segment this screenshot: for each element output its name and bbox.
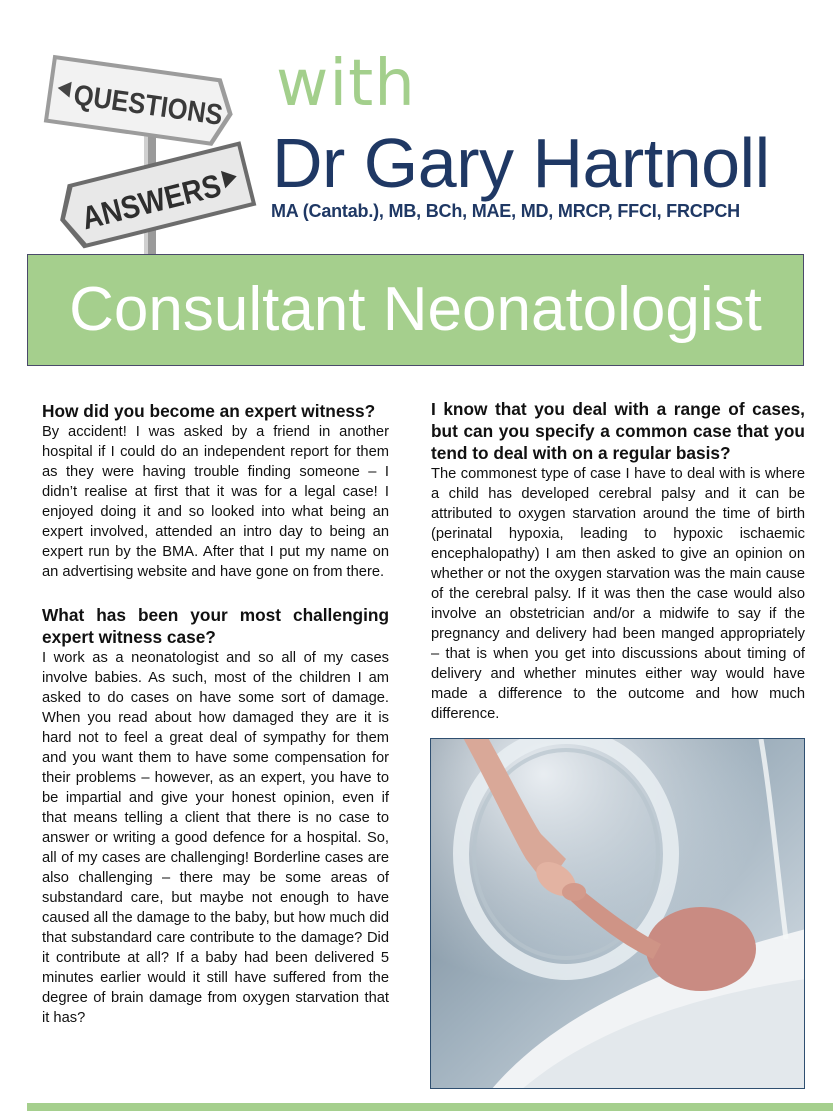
incubator-baby-photo [430,738,805,1089]
bottom-accent-bar [27,1103,833,1111]
question-2: What has been your most challenging expert witness case? [42,605,389,647]
banner-title: Consultant Neonatologist [69,274,762,344]
specialty-banner [27,254,804,366]
sign-answers-text: ANSWERS [78,161,246,237]
with-heading: with [276,47,416,121]
sign-questions-text: QUESTIONS [71,79,246,135]
answer-2: I work as a neonatologist and so all of my cases involve babies. As such, most of the children I am asked to do cases on have some sort of damage. When you read about how damaged they are it is hard not to feel a great deal of sympathy for them and you want them to have some compensation for their problems – however, as an expert, you have to be impartial and give your honest opinion, even if that means telling a client that there is no case to answer or writing a good defence for a hospital. So, all of my cases are challenging! Borderline cases are also challenging – there may be some areas of substandard care, but maybe not enough to have caused all the damage to the baby, but how much did that substandard care contribute to the damage? Did it contribute at all? If a baby had been delivered 5 minutes earlier would it still have suffered from the degree of brain damage from oxygen starvation that it has? [42,650,389,1026]
credentials: MA (Cantab.), MB, BCh, MAE, MD, MRCP, FFCI, FRCPCH [271,201,740,221]
right-column [431,398,805,724]
answer-3: The commonest type of case I have to deal with is where a child has developed cerebral palsy and it can be attributed to oxygen starvation around the time of birth (perinatal hypoxia, leading to hypoxic ischaemic encephalopathy) I am then asked to give an opinion on whether or not the oxygen starvation was the main cause of the cerebral palsy. If it was then the case would also involve an obstetrician and/or a midwife to say if the pregnancy and delivery had been manged appropriately – that is when you get into discussions about timing of delivery and whether minutes either way would have made a difference to the outcome and how much difference. [431,466,805,722]
question-1: How did you become an expert witness? [42,401,376,421]
questions-answers-signpost [30,48,260,258]
question-3: I know that you deal with a range of cases, but can you specify a common case that you tend to deal with on a regular basis? [431,399,805,463]
expert-name: Dr Gary Hartnoll [272,124,770,202]
left-column [42,400,389,1028]
answer-1: By accident! I was asked by a friend in another hospital if I could do an independent report for them as they were having trouble finding someone – I didn’t realise at first that it was for a legal case! I enjoyed doing it and so looked into what being an expert involved, attended an intro day to being an expert run by the BMA. After that I put my name on an advertising website and have gone on from there. [42,424,389,580]
